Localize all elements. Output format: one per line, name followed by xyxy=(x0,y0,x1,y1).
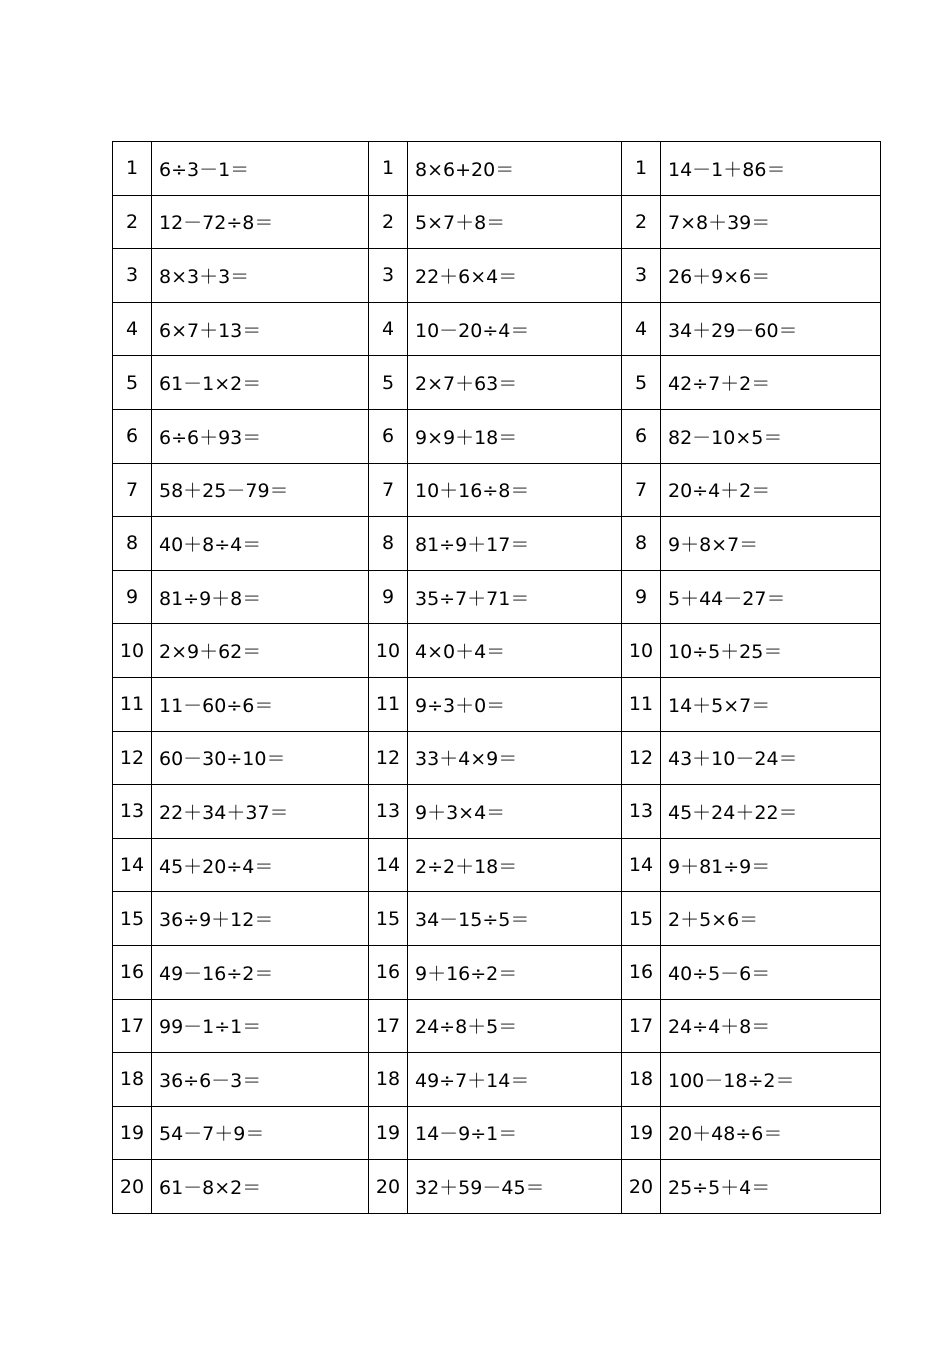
expression-col3: 9＋8×7＝ xyxy=(661,517,881,571)
problem-number-col1: 13 xyxy=(113,785,152,839)
expression-col2: 9×9＋18＝ xyxy=(408,409,622,463)
expression-col2: 4×0＋4＝ xyxy=(408,624,622,678)
expression-col1: 36÷9＋12＝ xyxy=(152,892,369,946)
problem-number-col3: 8 xyxy=(622,517,661,571)
problem-number-col1: 12 xyxy=(113,731,152,785)
expression-col3: 82－10×5＝ xyxy=(661,409,881,463)
problem-number-col2: 11 xyxy=(369,677,408,731)
expression-col3: 26＋9×6＝ xyxy=(661,249,881,303)
expression-col3: 20÷4＋2＝ xyxy=(661,463,881,517)
expression-col2: 14－9÷1＝ xyxy=(408,1106,622,1160)
expression-col3: 14－1＋86＝ xyxy=(661,142,881,196)
expression-col1: 2×9＋62＝ xyxy=(152,624,369,678)
expression-col1: 45＋20÷4＝ xyxy=(152,838,369,892)
worksheet-row xyxy=(113,409,881,463)
problem-number-col3: 14 xyxy=(622,838,661,892)
problem-number-col3: 6 xyxy=(622,409,661,463)
expression-col2: 10－20÷4＝ xyxy=(408,302,622,356)
problem-number-col2: 1 xyxy=(369,142,408,196)
expression-col3: 100－18÷2＝ xyxy=(661,1053,881,1107)
expression-col1: 61－1×2＝ xyxy=(152,356,369,410)
worksheet-row xyxy=(113,945,881,999)
problem-number-col3: 3 xyxy=(622,249,661,303)
expression-col1: 22＋34＋37＝ xyxy=(152,785,369,839)
problem-number-col2: 7 xyxy=(369,463,408,517)
problem-number-col2: 2 xyxy=(369,195,408,249)
problem-number-col1: 9 xyxy=(113,570,152,624)
expression-col2: 32＋59－45＝ xyxy=(408,1160,622,1214)
expression-col2: 34－15÷5＝ xyxy=(408,892,622,946)
expression-col1: 54－7＋9＝ xyxy=(152,1106,369,1160)
expression-col2: 2÷2＋18＝ xyxy=(408,838,622,892)
problem-number-col1: 6 xyxy=(113,409,152,463)
problem-number-col3: 4 xyxy=(622,302,661,356)
worksheet-row xyxy=(113,1106,881,1160)
worksheet-row xyxy=(113,249,881,303)
worksheet-row xyxy=(113,677,881,731)
worksheet-row xyxy=(113,785,881,839)
expression-col1: 61－8×2＝ xyxy=(152,1160,369,1214)
expression-col3: 7×8＋39＝ xyxy=(661,195,881,249)
expression-col2: 22＋6×4＝ xyxy=(408,249,622,303)
problem-number-col1: 10 xyxy=(113,624,152,678)
problem-number-col3: 5 xyxy=(622,356,661,410)
expression-col3: 45＋24＋22＝ xyxy=(661,785,881,839)
worksheet-row xyxy=(113,1053,881,1107)
problem-number-col3: 2 xyxy=(622,195,661,249)
problem-number-col3: 9 xyxy=(622,570,661,624)
problem-number-col3: 13 xyxy=(622,785,661,839)
problem-number-col2: 9 xyxy=(369,570,408,624)
worksheet-body xyxy=(113,142,881,1214)
problem-number-col1: 15 xyxy=(113,892,152,946)
problem-number-col1: 14 xyxy=(113,838,152,892)
worksheet-row xyxy=(113,731,881,785)
problem-number-col3: 16 xyxy=(622,945,661,999)
expression-col3: 14＋5×7＝ xyxy=(661,677,881,731)
problem-number-col1: 20 xyxy=(113,1160,152,1214)
problem-number-col3: 11 xyxy=(622,677,661,731)
expression-col2: 5×7＋8＝ xyxy=(408,195,622,249)
problem-number-col2: 5 xyxy=(369,356,408,410)
problem-number-col2: 13 xyxy=(369,785,408,839)
expression-col1: 40＋8÷4＝ xyxy=(152,517,369,571)
expression-col2: 81÷9＋17＝ xyxy=(408,517,622,571)
problem-number-col2: 16 xyxy=(369,945,408,999)
problem-number-col3: 18 xyxy=(622,1053,661,1107)
expression-col1: 99－1÷1＝ xyxy=(152,999,369,1053)
expression-col1: 60－30÷10＝ xyxy=(152,731,369,785)
expression-col3: 10÷5＋25＝ xyxy=(661,624,881,678)
problem-number-col1: 8 xyxy=(113,517,152,571)
worksheet-row xyxy=(113,517,881,571)
worksheet-row xyxy=(113,463,881,517)
expression-col1: 6×7＋13＝ xyxy=(152,302,369,356)
expression-col1: 81÷9＋8＝ xyxy=(152,570,369,624)
problem-number-col2: 6 xyxy=(369,409,408,463)
expression-col1: 36÷6－3＝ xyxy=(152,1053,369,1107)
expression-col1: 49－16÷2＝ xyxy=(152,945,369,999)
expression-col2: 9＋3×4＝ xyxy=(408,785,622,839)
problem-number-col3: 10 xyxy=(622,624,661,678)
problem-number-col1: 3 xyxy=(113,249,152,303)
problem-number-col1: 16 xyxy=(113,945,152,999)
expression-col3: 25÷5＋4＝ xyxy=(661,1160,881,1214)
problem-number-col1: 18 xyxy=(113,1053,152,1107)
problem-number-col2: 20 xyxy=(369,1160,408,1214)
problem-number-col3: 17 xyxy=(622,999,661,1053)
worksheet-row xyxy=(113,570,881,624)
problem-number-col1: 7 xyxy=(113,463,152,517)
worksheet-row xyxy=(113,624,881,678)
expression-col2: 35÷7＋71＝ xyxy=(408,570,622,624)
expression-col1: 11－60÷6＝ xyxy=(152,677,369,731)
worksheet-row xyxy=(113,999,881,1053)
expression-col2: 10＋16÷8＝ xyxy=(408,463,622,517)
problem-number-col2: 14 xyxy=(369,838,408,892)
problem-number-col2: 19 xyxy=(369,1106,408,1160)
expression-col3: 20＋48÷6＝ xyxy=(661,1106,881,1160)
expression-col3: 24÷4＋8＝ xyxy=(661,999,881,1053)
expression-col2: 9÷3＋0＝ xyxy=(408,677,622,731)
expression-col1: 8×3＋3＝ xyxy=(152,249,369,303)
problem-number-col1: 4 xyxy=(113,302,152,356)
problem-number-col1: 19 xyxy=(113,1106,152,1160)
worksheet-row xyxy=(113,195,881,249)
expression-col2: 24÷8＋5＝ xyxy=(408,999,622,1053)
problem-number-col2: 18 xyxy=(369,1053,408,1107)
problem-number-col1: 2 xyxy=(113,195,152,249)
expression-col3: 2＋5×6＝ xyxy=(661,892,881,946)
worksheet-row xyxy=(113,1160,881,1214)
worksheet-row xyxy=(113,892,881,946)
expression-col1: 12－72÷8＝ xyxy=(152,195,369,249)
expression-col3: 43＋10－24＝ xyxy=(661,731,881,785)
problem-number-col1: 17 xyxy=(113,999,152,1053)
worksheet-row xyxy=(113,302,881,356)
problem-number-col2: 17 xyxy=(369,999,408,1053)
arithmetic-worksheet-table xyxy=(112,141,881,1214)
problem-number-col3: 12 xyxy=(622,731,661,785)
expression-col2: 8×6+20＝ xyxy=(408,142,622,196)
expression-col2: 2×7＋63＝ xyxy=(408,356,622,410)
problem-number-col2: 15 xyxy=(369,892,408,946)
problem-number-col3: 15 xyxy=(622,892,661,946)
expression-col2: 49÷7＋14＝ xyxy=(408,1053,622,1107)
expression-col3: 5＋44－27＝ xyxy=(661,570,881,624)
expression-col3: 42÷7＋2＝ xyxy=(661,356,881,410)
problem-number-col2: 12 xyxy=(369,731,408,785)
problem-number-col2: 8 xyxy=(369,517,408,571)
problem-number-col1: 11 xyxy=(113,677,152,731)
expression-col3: 40÷5－6＝ xyxy=(661,945,881,999)
problem-number-col2: 4 xyxy=(369,302,408,356)
problem-number-col3: 1 xyxy=(622,142,661,196)
problem-number-col3: 19 xyxy=(622,1106,661,1160)
expression-col1: 6÷3－1＝ xyxy=(152,142,369,196)
problem-number-col1: 5 xyxy=(113,356,152,410)
problem-number-col3: 20 xyxy=(622,1160,661,1214)
problem-number-col2: 3 xyxy=(369,249,408,303)
expression-col3: 9＋81÷9＝ xyxy=(661,838,881,892)
expression-col1: 6÷6＋93＝ xyxy=(152,409,369,463)
expression-col1: 58＋25－79＝ xyxy=(152,463,369,517)
worksheet-row xyxy=(113,356,881,410)
problem-number-col2: 10 xyxy=(369,624,408,678)
expression-col2: 33＋4×9＝ xyxy=(408,731,622,785)
expression-col2: 9＋16÷2＝ xyxy=(408,945,622,999)
worksheet-row xyxy=(113,142,881,196)
problem-number-col3: 7 xyxy=(622,463,661,517)
problem-number-col1: 1 xyxy=(113,142,152,196)
worksheet-row xyxy=(113,838,881,892)
expression-col3: 34＋29－60＝ xyxy=(661,302,881,356)
